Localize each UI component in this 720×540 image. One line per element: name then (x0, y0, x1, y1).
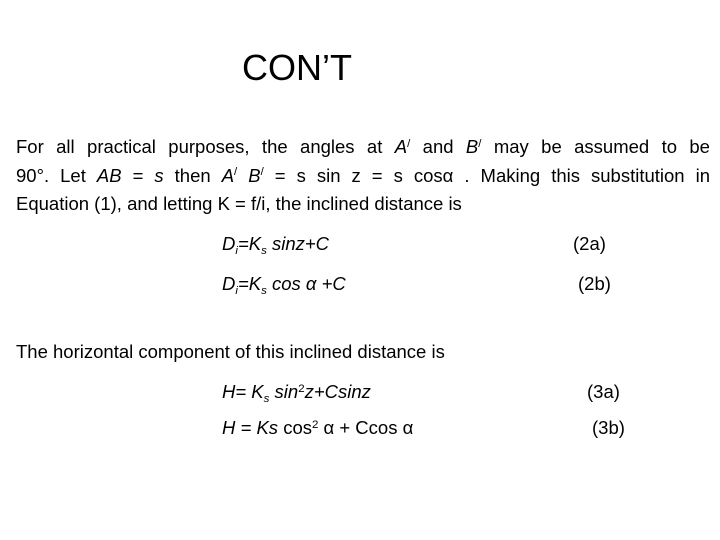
prime-mark: / (407, 137, 411, 150)
prime-mark: / (260, 166, 264, 179)
equation-number-2a: (2a) (573, 233, 606, 254)
text-run: then (163, 164, 222, 186)
text-run: = (121, 164, 155, 186)
equation-number-3b: (3b) (592, 417, 625, 438)
eq-term: Ccos (355, 417, 398, 438)
eq-term: α (397, 417, 414, 438)
eq-term: D (222, 273, 236, 294)
eq-term: cos α +C (266, 273, 346, 294)
eq-term: α + (318, 417, 356, 438)
point-a-label: A (394, 136, 408, 157)
equation-2b (222, 272, 346, 296)
prime-mark: / (478, 137, 482, 150)
prime-mark: / (234, 166, 238, 179)
equation-number-2b: (2b) (578, 273, 611, 294)
point-b-label: B (465, 136, 479, 157)
eq-term: sinz+C (266, 233, 330, 254)
eq-term: D (222, 233, 236, 254)
eq-term: cos (283, 417, 312, 438)
eq-term: H= K (222, 381, 264, 402)
eq-term: =K (237, 273, 262, 294)
point-a-label: A (221, 164, 235, 186)
point-b-label: B (248, 164, 261, 186)
equation-number-3a: (3a) (587, 381, 620, 402)
eq-subscript: s (263, 393, 270, 405)
text-run: 90°. Let (16, 164, 97, 186)
slide-title: CON’T (242, 47, 352, 88)
equation-3a (222, 380, 371, 404)
paragraph-2: The horizontal component of this inclined distance is (16, 341, 445, 362)
eq-superscript: 2 (311, 418, 319, 431)
eq-subscript: i (235, 245, 238, 257)
eq-term: z+Csinz (304, 381, 371, 402)
eq-subscript: s (261, 245, 267, 257)
text-run: For all practical purposes, the angles at (16, 136, 395, 157)
segment-ab-label: AB (96, 164, 122, 186)
equation-2a (222, 232, 329, 256)
eq-term: =K (237, 233, 262, 254)
text-run: = s sin z = s cosα . Making this substitution in (263, 164, 710, 186)
paragraph-line-3: Equation (1), and letting K = f/i, the inclined distance is (16, 193, 462, 214)
paragraph-line-2 (16, 162, 710, 191)
text-run: and (410, 136, 466, 157)
body-paragraph (16, 133, 710, 219)
equation-3b (222, 416, 413, 440)
paragraph-line-1 (16, 133, 710, 162)
eq-term: sin (269, 381, 299, 402)
eq-subscript: s (261, 285, 267, 297)
eq-term: H = Ks (222, 417, 284, 438)
variable-s: s (154, 164, 164, 186)
eq-subscript: i (235, 285, 238, 297)
text-run (237, 165, 248, 186)
text-run: may be assumed to be (481, 136, 710, 157)
eq-superscript: 2 (298, 382, 305, 395)
